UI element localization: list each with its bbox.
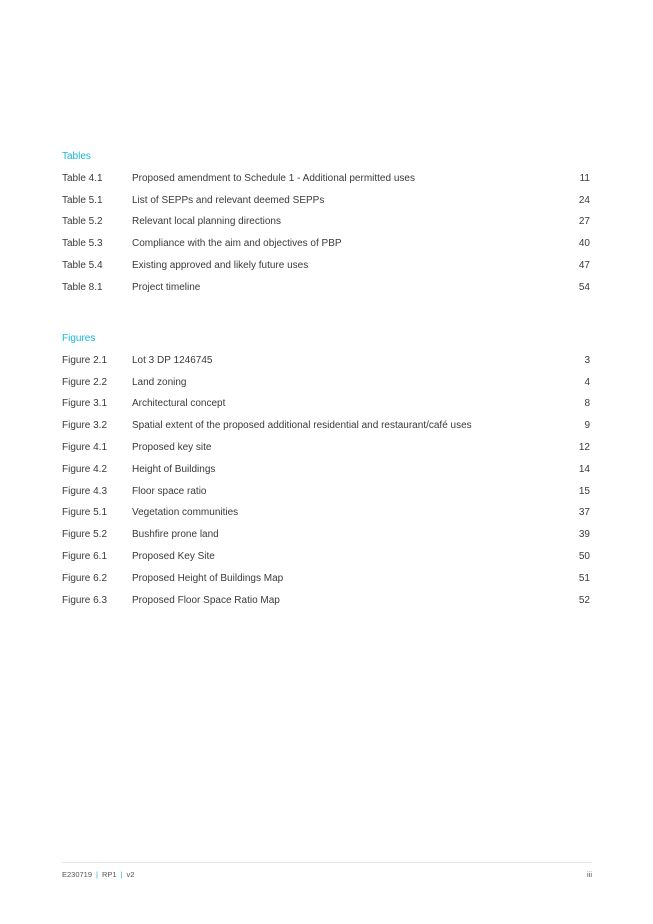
table-entry-page: 40 xyxy=(578,238,590,250)
table-entry-number: Table 8.1 xyxy=(62,281,103,293)
figure-entry-title: Lot 3 DP 1246745 xyxy=(132,354,213,366)
table-entry-number: Table 5.2 xyxy=(62,216,103,228)
figure-entry-page: 12 xyxy=(578,442,590,454)
tables-heading: Tables xyxy=(62,151,91,162)
table-entry-page: 27 xyxy=(578,216,590,228)
table-entry[interactable] xyxy=(62,212,590,234)
figure-entry-page: 4 xyxy=(584,376,590,388)
page-footer xyxy=(62,870,592,879)
figure-entry[interactable] xyxy=(62,568,590,590)
figure-entry-title: Proposed Floor Space Ratio Map xyxy=(132,594,280,606)
figure-entry[interactable] xyxy=(62,394,590,416)
figure-entry-number: Figure 6.1 xyxy=(62,551,108,563)
figure-entry[interactable] xyxy=(62,350,590,372)
table-entry-title: Relevant local planning directions xyxy=(132,216,281,228)
table-entry[interactable] xyxy=(62,255,590,277)
figure-entry-title: Architectural concept xyxy=(132,398,226,410)
table-entry[interactable] xyxy=(62,277,590,299)
figure-entry-page: 52 xyxy=(578,594,590,606)
figure-entry-title: Vegetation communities xyxy=(132,507,239,519)
figure-entry-title: Proposed Height of Buildings Map xyxy=(132,572,284,584)
figure-entry-title: Bushfire prone land xyxy=(132,529,219,541)
footer-divider xyxy=(62,862,592,863)
table-entry[interactable] xyxy=(62,190,590,212)
figure-entry-page: 3 xyxy=(584,354,590,366)
figures-entries xyxy=(62,350,590,612)
figure-entry-number: Figure 3.2 xyxy=(62,420,108,432)
table-entry-number: Table 5.1 xyxy=(62,194,103,206)
figure-entry[interactable] xyxy=(62,415,590,437)
figure-entry-title: Height of Buildings xyxy=(132,463,216,475)
table-entry-number: Table 5.4 xyxy=(62,260,103,272)
table-entry-title: Project timeline xyxy=(132,281,201,293)
table-entry-number: Table 4.1 xyxy=(62,172,103,184)
figure-entry-number: Figure 3.1 xyxy=(62,398,108,410)
figure-entry-number: Figure 4.3 xyxy=(62,485,108,497)
figure-entry-number: Figure 5.2 xyxy=(62,529,108,541)
figure-entry[interactable] xyxy=(62,590,590,612)
tables-entries xyxy=(62,168,590,299)
table-entry[interactable] xyxy=(62,168,590,190)
figure-entry[interactable] xyxy=(62,524,590,546)
table-entry-page: 24 xyxy=(578,194,590,206)
figure-entry-title: Land zoning xyxy=(132,376,187,388)
figure-entry-page: 50 xyxy=(578,551,590,563)
figure-entry-page: 9 xyxy=(584,420,590,432)
figures-heading: Figures xyxy=(62,333,96,344)
figure-entry-page: 14 xyxy=(578,463,590,475)
table-entry-page: 47 xyxy=(578,260,590,272)
table-entry-page: 11 xyxy=(579,172,590,184)
footer-page-number: iii xyxy=(587,870,592,879)
figure-entry-title: Spatial extent of the proposed additional residential and restaurant/café uses xyxy=(132,420,472,432)
figure-entry[interactable] xyxy=(62,459,590,481)
figure-entry-number: Figure 2.2 xyxy=(62,376,108,388)
figure-entry-title: Proposed Key Site xyxy=(132,551,215,563)
footer-doc-id: E230719 xyxy=(62,870,93,879)
figure-entry-page: 39 xyxy=(578,529,590,541)
footer-doc-info xyxy=(62,870,134,879)
figure-entry[interactable] xyxy=(62,546,590,568)
figure-entry-number: Figure 4.2 xyxy=(62,463,108,475)
figure-entry-number: Figure 6.2 xyxy=(62,572,108,584)
figure-entry-page: 8 xyxy=(584,398,590,410)
figure-entry-page: 51 xyxy=(578,572,590,584)
figure-entry[interactable] xyxy=(62,481,590,503)
table-entry[interactable] xyxy=(62,233,590,255)
figure-entry-page: 15 xyxy=(578,485,590,497)
figure-entry[interactable] xyxy=(62,372,590,394)
figure-entry-number: Figure 5.1 xyxy=(62,507,108,519)
figure-entry-number: Figure 4.1 xyxy=(62,442,108,454)
list-of-tables xyxy=(62,150,590,299)
table-entry-title: List of SEPPs and relevant deemed SEPPs xyxy=(132,194,325,206)
figure-entry-number: Figure 6.3 xyxy=(62,594,108,606)
figure-entry[interactable] xyxy=(62,503,590,525)
table-entry-title: Compliance with the aim and objectives of PBP xyxy=(132,238,342,250)
table-entry-number: Table 5.3 xyxy=(62,238,103,250)
table-entry-title: Existing approved and likely future uses xyxy=(132,260,309,272)
table-entry-title: Proposed amendment to Schedule 1 - Additional permitted uses xyxy=(132,172,415,184)
figure-entry-title: Floor space ratio xyxy=(132,485,207,497)
footer-report: RP1 xyxy=(101,870,117,879)
footer-separator: | xyxy=(96,870,98,879)
figure-entry-page: 37 xyxy=(578,507,590,519)
footer-separator: | xyxy=(120,870,123,879)
table-entry-page: 54 xyxy=(578,281,590,293)
figure-entry-number: Figure 2.1 xyxy=(62,354,108,366)
figure-entry-title: Proposed key site xyxy=(132,442,212,454)
figure-entry[interactable] xyxy=(62,437,590,459)
list-of-figures xyxy=(62,332,590,612)
footer-version: v2 xyxy=(126,870,135,879)
